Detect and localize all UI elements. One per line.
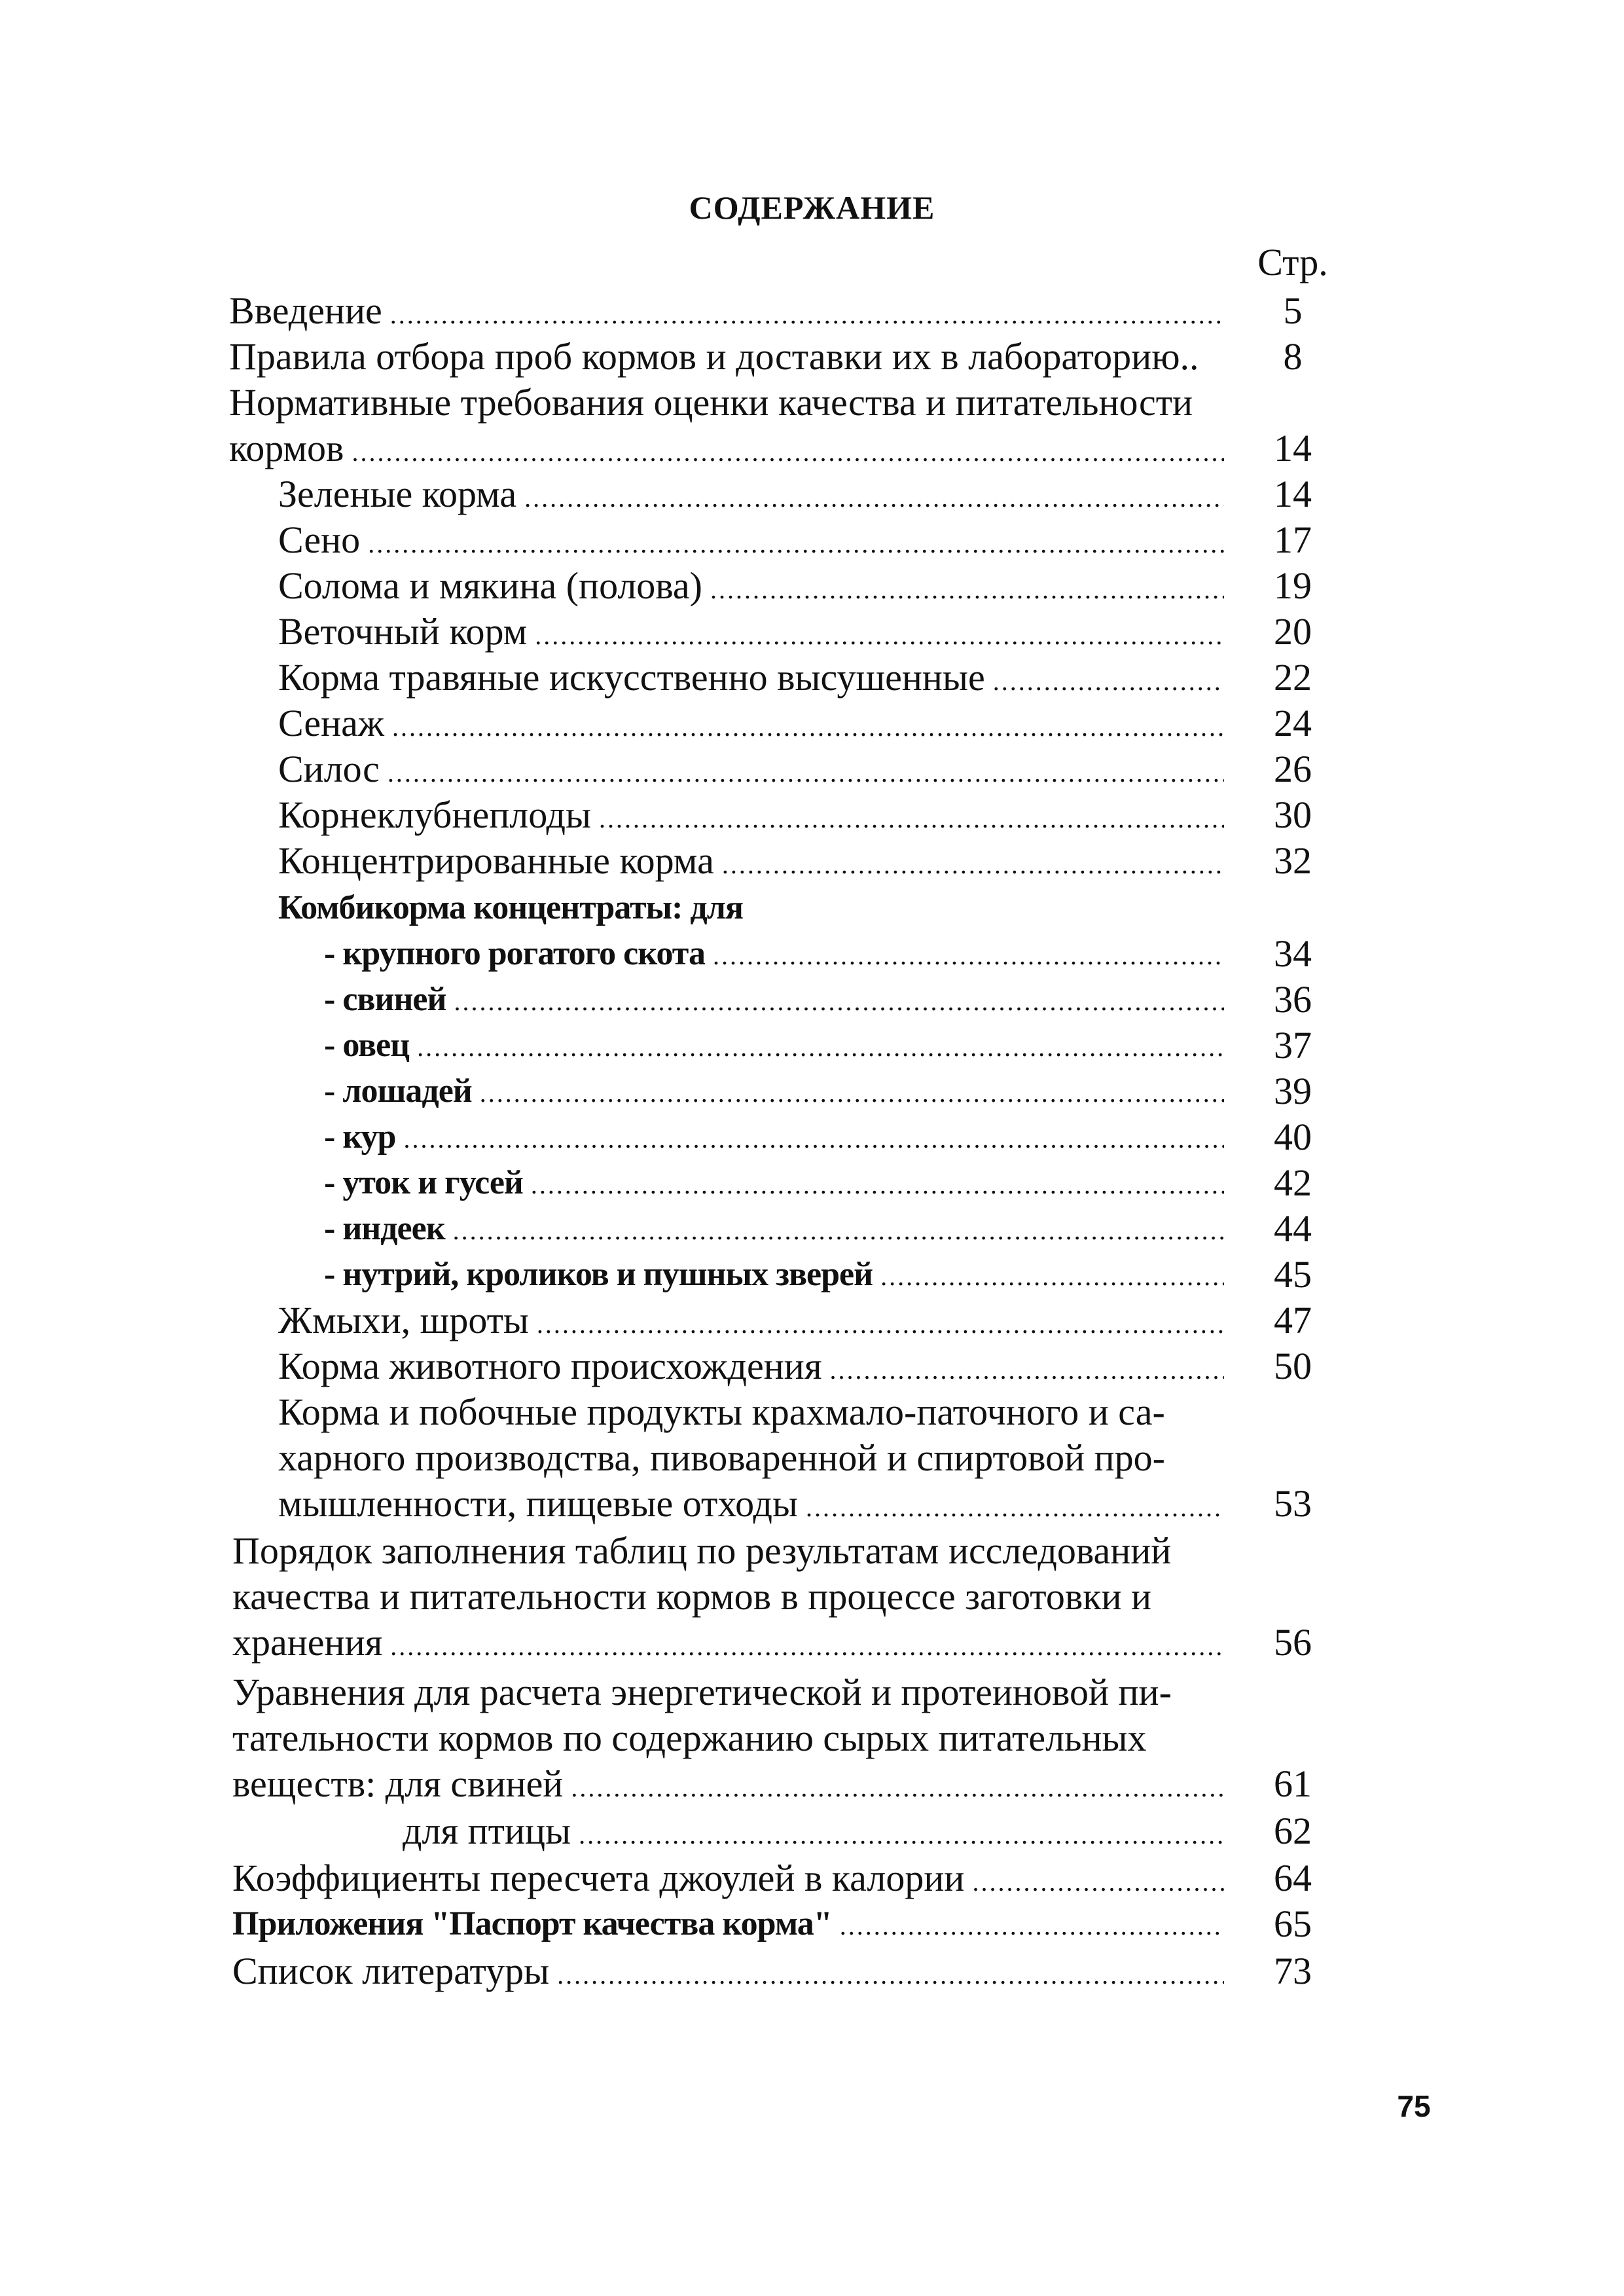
leader-dots — [368, 521, 1224, 567]
leader-dots — [403, 1116, 1224, 1162]
leader-dots — [880, 1254, 1224, 1300]
toc-page-number: 14 — [1274, 473, 1312, 515]
toc-page-number: 32 — [1274, 839, 1312, 882]
toc-entry-text: Корма травяные искусственно высушенные — [278, 656, 985, 699]
toc-entry-equations[interactable] — [232, 1669, 1231, 1715]
toc-entry-text: - уток и гусей — [324, 1164, 523, 1201]
leader-dots — [972, 1859, 1224, 1905]
toc-entry-text: Коэффициенты пересчета джоулей в калории — [232, 1857, 965, 1899]
leader-dots — [531, 1162, 1224, 1208]
toc-page-number: 45 — [1274, 1253, 1312, 1296]
leader-dots — [352, 429, 1224, 475]
toc-page-number: 56 — [1274, 1621, 1312, 1664]
toc-entry-concentrated-feed[interactable] — [278, 838, 1231, 884]
toc-entry-equations-cont[interactable] — [232, 1715, 1231, 1761]
leader-dots — [599, 796, 1224, 842]
toc-entry-green-feed[interactable] — [278, 471, 1231, 517]
toc-page-number: 62 — [1274, 1810, 1312, 1852]
toc-entry-text: Жмыхи, шроты — [278, 1299, 529, 1341]
toc-page-number: 36 — [1274, 978, 1312, 1021]
toc-entry-references[interactable] — [232, 1948, 1231, 1994]
toc-entry-text: Силос — [278, 748, 380, 790]
toc-entry-oilcake[interactable] — [278, 1298, 1231, 1343]
toc-entry-text: Сено — [278, 519, 361, 561]
toc-entry-text: Корма животного происхождения — [278, 1345, 822, 1387]
toc-page-number: 40 — [1274, 1116, 1312, 1158]
toc-entry-root-crops[interactable] — [278, 792, 1231, 838]
toc-entry-text: Солома и мякина (полова) — [278, 564, 702, 607]
toc-entry-normative-requirements[interactable] — [229, 380, 1231, 426]
toc-entry-text: тательности кормов по содержанию сырых питательных — [232, 1717, 1147, 1759]
toc-entry-text: - кур — [324, 1118, 396, 1156]
toc-entry-branch-feed[interactable] — [278, 609, 1231, 655]
toc-entry-table-procedure[interactable] — [232, 1528, 1231, 1574]
toc-entry-text: качества и питательности кормов в процессе заготовки и — [232, 1575, 1152, 1618]
toc-page-number: 65 — [1274, 1903, 1312, 1945]
toc-page-number: 34 — [1274, 932, 1312, 975]
toc-entry-text: мышленности, пищевые отходы — [278, 1482, 798, 1525]
toc-entry-text: Порядок заполнения таблиц по результатам исследований — [232, 1529, 1172, 1572]
toc-entry-text: веществ: для свиней — [232, 1762, 564, 1805]
toc-entry-text: Уравнения для расчета энергетической и протеиновой пи- — [232, 1671, 1172, 1713]
toc-entry-text: Правила отбора проб кормов и доставки их в лабораторию.. — [229, 335, 1199, 378]
toc-entry-cattle[interactable] — [324, 931, 1231, 977]
toc-entry-text: Сенаж — [278, 702, 384, 744]
toc-entry-sampling-rules[interactable] — [229, 334, 1231, 380]
toc-entry-equations-poultry[interactable] — [403, 1808, 1231, 1854]
leader-dots — [524, 475, 1224, 521]
toc-entry-sheep[interactable] — [324, 1023, 1231, 1068]
toc-page-number: 37 — [1274, 1024, 1312, 1066]
leader-dots — [579, 1812, 1224, 1858]
toc-page-number: 17 — [1274, 519, 1312, 561]
toc-page-number: 61 — [1274, 1762, 1312, 1805]
leader-dots — [722, 842, 1224, 888]
toc-entry-byproducts-end[interactable] — [278, 1481, 1231, 1527]
page-folio-number: 75 — [1397, 2089, 1431, 2123]
leader-dots — [388, 750, 1224, 796]
toc-entry-text: Концентрированные корма — [278, 839, 714, 882]
toc-entry-text: - индеек — [324, 1210, 445, 1247]
leader-dots — [535, 613, 1224, 659]
toc-page-number: 22 — [1274, 656, 1312, 699]
toc-entry-equations-pigs[interactable] — [232, 1761, 1231, 1807]
toc-entry-hay[interactable] — [278, 517, 1231, 563]
toc-entry-table-procedure-cont[interactable] — [232, 1574, 1231, 1620]
leader-dots — [480, 1070, 1224, 1116]
toc-entry-text: - нутрий, кроликов и пушных зверей — [324, 1256, 873, 1293]
toc-entry-text: кормов — [229, 427, 344, 469]
toc-page-number: 47 — [1274, 1299, 1312, 1341]
toc-entry-ducks-geese[interactable] — [324, 1160, 1231, 1206]
toc-page-number: 53 — [1274, 1482, 1312, 1525]
toc-page-number: 50 — [1274, 1345, 1312, 1387]
toc-entry-text: - лошадей — [324, 1072, 472, 1110]
toc-entry-byproducts[interactable] — [278, 1389, 1231, 1435]
leader-dots — [710, 567, 1224, 613]
toc-entry-turkeys[interactable] — [324, 1206, 1231, 1252]
toc-page-number: 14 — [1274, 427, 1312, 469]
toc-entry-text: для птицы — [403, 1810, 571, 1852]
leader-dots — [840, 1903, 1224, 1949]
toc-entry-table-procedure-end[interactable] — [232, 1620, 1231, 1666]
toc-entry-horses[interactable] — [324, 1068, 1231, 1114]
toc-entry-text: Комбикорма концентраты: для — [278, 889, 744, 926]
leader-dots — [557, 1952, 1224, 1998]
toc-entry-text: харного производства, пивоваренной и спиртовой про- — [278, 1436, 1165, 1479]
toc-entry-conversion-coefficients[interactable] — [232, 1855, 1231, 1901]
toc-page-number: 8 — [1283, 335, 1303, 378]
page-title: СОДЕРЖАНИЕ — [689, 189, 935, 226]
toc-page-number: 19 — [1274, 564, 1312, 607]
toc-page-number: 26 — [1274, 748, 1312, 790]
toc-entry-text: - крупного рогатого скота — [324, 935, 705, 972]
page-column-label: Стр. — [1257, 241, 1328, 283]
toc-entry-appendix-passport[interactable] — [232, 1901, 1231, 1947]
toc-entry-haylage[interactable] — [278, 701, 1231, 746]
toc-entry-text: Зеленые корма — [278, 473, 517, 515]
toc-entry-text: Веточный корм — [278, 610, 528, 653]
toc-entry-introduction[interactable] — [229, 288, 1231, 334]
leader-dots — [390, 292, 1224, 338]
leader-dots — [806, 1485, 1224, 1531]
toc-entry-compound-feed[interactable] — [278, 885, 1231, 931]
toc-entry-text: Нормативные требования оценки качества и питательности — [229, 381, 1193, 424]
leader-dots — [454, 979, 1224, 1025]
toc-page-number: 20 — [1274, 610, 1312, 653]
toc-entry-normative-requirements-cont[interactable] — [229, 426, 1231, 471]
toc-page-number: 44 — [1274, 1207, 1312, 1250]
toc-page-number: 24 — [1274, 702, 1312, 744]
toc-page-number: 42 — [1274, 1161, 1312, 1204]
leader-dots — [993, 659, 1224, 704]
toc-entry-text: Список литературы — [232, 1950, 550, 1992]
toc-entry-text: Введение — [229, 289, 382, 332]
toc-page-number: 73 — [1274, 1950, 1312, 1992]
toc-entry-text: Корма и побочные продукты крахмало-паточного и са- — [278, 1391, 1165, 1433]
leader-dots — [417, 1025, 1224, 1070]
toc-page-number: 5 — [1283, 289, 1303, 332]
toc-page-number: 64 — [1274, 1857, 1312, 1899]
leader-dots — [453, 1208, 1224, 1254]
leader-dots — [713, 933, 1224, 979]
toc-entry-text: - овец — [324, 1027, 410, 1064]
toc-entry-byproducts-cont[interactable] — [278, 1435, 1231, 1481]
toc-entry-silage[interactable] — [278, 746, 1231, 792]
toc-entry-text: Корнеклубнеплоды — [278, 793, 592, 836]
toc-entry-text: хранения — [232, 1621, 383, 1664]
leader-dots — [390, 1624, 1224, 1669]
toc-entry-text: Приложения "Паспорт качества корма" — [232, 1905, 832, 1942]
toc-entry-pigs[interactable] — [324, 977, 1231, 1023]
toc-entry-straw[interactable] — [278, 563, 1231, 609]
toc-page-number: 39 — [1274, 1070, 1312, 1112]
toc-entry-fur-animals[interactable] — [324, 1252, 1231, 1298]
leader-dots — [537, 1302, 1224, 1347]
toc-entry-animal-origin-feed[interactable] — [278, 1343, 1231, 1389]
toc-entry-text: - свиней — [324, 981, 446, 1018]
leader-dots — [571, 1765, 1224, 1811]
toc-entry-dried-grass-feed[interactable] — [278, 655, 1231, 701]
toc-page-number: 30 — [1274, 793, 1312, 836]
leader-dots — [392, 704, 1224, 750]
leader-dots — [830, 1347, 1224, 1393]
toc-entry-chickens[interactable] — [324, 1114, 1231, 1160]
